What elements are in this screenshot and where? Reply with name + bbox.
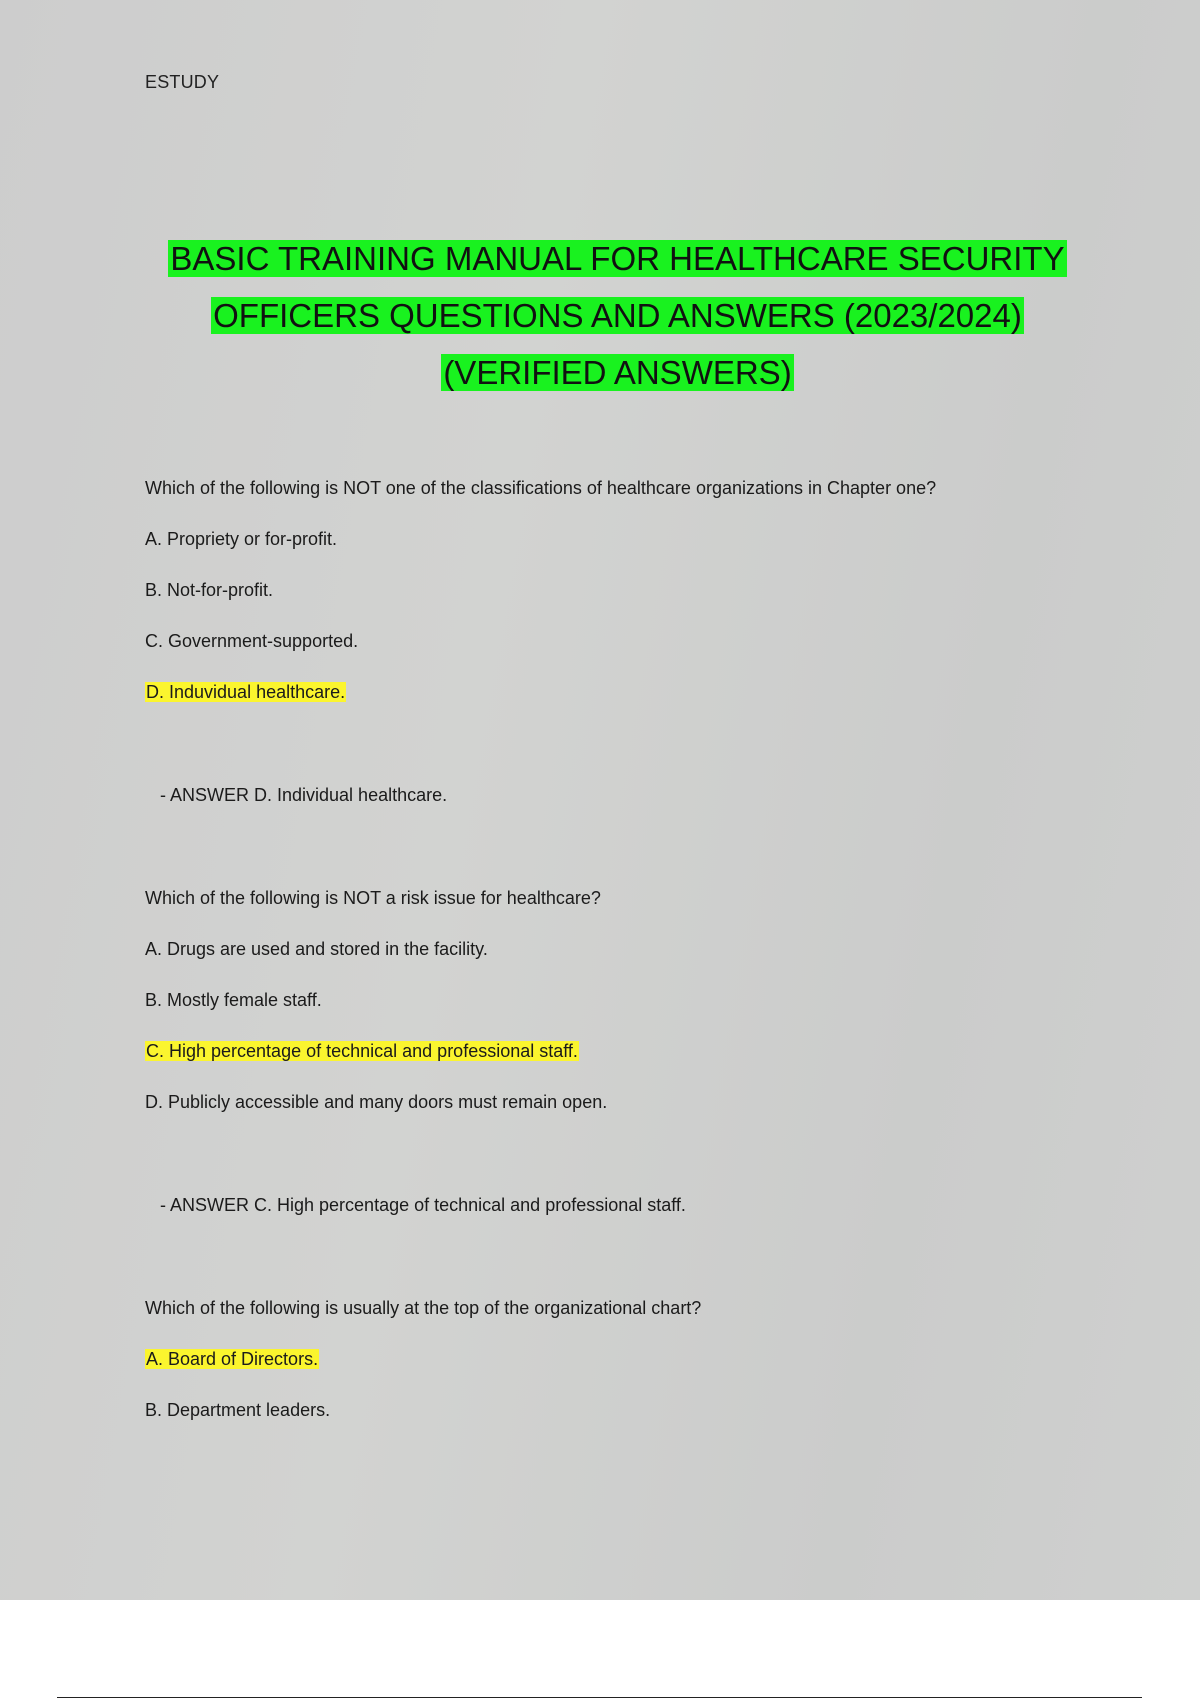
document-title xyxy=(145,230,1090,401)
question-text: Which of the following is NOT one of the classifications of healthcare organizations in Chapter one? xyxy=(145,478,937,498)
option-b: B. Department leaders. xyxy=(145,1400,331,1420)
title-line-1: BASIC TRAINING MANUAL FOR HEALTHCARE SECURITY xyxy=(170,240,1065,277)
option-d: D. Publicly accessible and many doors must remain open. xyxy=(145,1092,608,1112)
header-brand: ESTUDY xyxy=(145,72,220,92)
questions-list xyxy=(145,476,1105,1501)
option-b: B. Not-for-profit. xyxy=(145,580,274,600)
question-block-2 xyxy=(145,886,1105,1217)
question-text: Which of the following is usually at the top of the organizational chart? xyxy=(145,1298,702,1318)
title-line-3: (VERIFIED ANSWERS) xyxy=(443,354,792,391)
option-a: A. Drugs are used and stored in the facility. xyxy=(145,939,488,959)
answer-text: - ANSWER D. Individual healthcare. xyxy=(160,785,448,805)
option-a-highlighted: A. Board of Directors. xyxy=(146,1349,319,1369)
answer-text: - ANSWER C. High percentage of technical and professional staff. xyxy=(160,1195,686,1215)
option-d-highlighted: D. Induvidual healthcare. xyxy=(146,682,346,702)
question-block-3 xyxy=(145,1296,1105,1422)
option-b: B. Mostly female staff. xyxy=(145,990,322,1010)
question-block-1 xyxy=(145,476,1105,807)
option-c-highlighted: C. High percentage of technical and professional staff. xyxy=(146,1041,578,1061)
option-a: A. Propriety or for-profit. xyxy=(145,529,338,549)
title-line-2: OFFICERS QUESTIONS AND ANSWERS (2023/2024) xyxy=(213,297,1022,334)
question-text: Which of the following is NOT a risk issue for healthcare? xyxy=(145,888,601,908)
footer-divider xyxy=(57,1697,1142,1698)
option-c: C. Government-supported. xyxy=(145,631,359,651)
